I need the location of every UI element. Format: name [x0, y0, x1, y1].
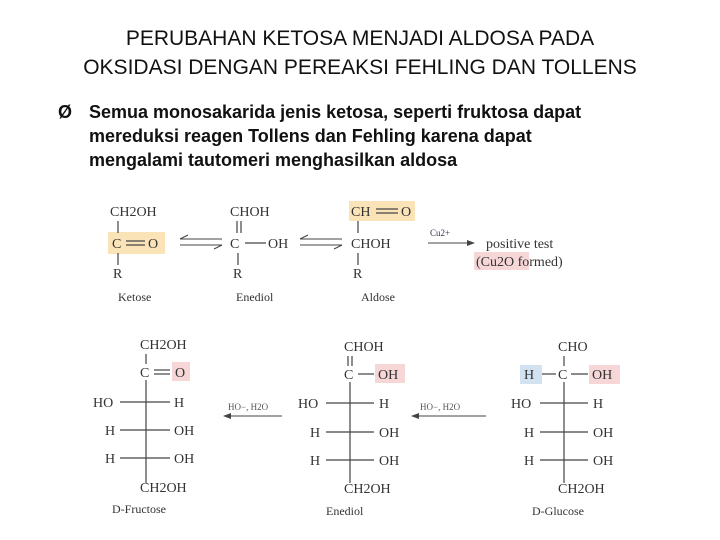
glucose-row2-right: OH: [593, 426, 614, 441]
fructose-row1-right: H: [174, 396, 185, 411]
glucose-c2-carbon: C: [558, 368, 568, 383]
glucose-top-group: CHO: [558, 340, 588, 355]
fructose-row2-right: OH: [174, 424, 195, 439]
glucose-row1-left: HO: [511, 397, 532, 412]
enediol-b-row3-right: OH: [379, 454, 400, 469]
glucose-c2-hydrogen: H: [524, 368, 535, 383]
glucose-row2-left: H: [524, 426, 535, 441]
enediol-b-row1-left: HO: [298, 397, 319, 412]
aldose-ch: CH: [351, 205, 371, 220]
aldose-structure: [349, 201, 415, 304]
enediol-r-group: R: [233, 267, 243, 282]
positive-test-result: [474, 237, 563, 270]
ketose-caption: Ketose: [118, 290, 152, 304]
positive-test-label: positive test: [486, 237, 554, 252]
glucose-row3-left: H: [524, 454, 535, 469]
enediol-b-bottom-group: CH2OH: [344, 482, 391, 497]
enediol-structure-top: [230, 205, 288, 304]
enediol-b-c2-carbon: C: [344, 368, 354, 383]
glucose-bottom-group: CH2OH: [558, 482, 605, 497]
enediol-b-row2-right: OH: [379, 426, 400, 441]
enediol-hydroxyl: OH: [268, 237, 289, 252]
fructose-row1-left: HO: [93, 396, 114, 411]
aldose-caption: Aldose: [361, 290, 395, 304]
fructose-row3-right: OH: [174, 452, 195, 467]
ketose-r-group: R: [113, 267, 123, 282]
aldose-oxygen: O: [401, 205, 412, 220]
fructose-structure: [93, 338, 194, 516]
equilibrium-arrows-2: [300, 235, 342, 249]
copper-reagent: Cu2+: [430, 228, 451, 238]
glucose-structure: [511, 340, 620, 518]
fructose-caption: D-Fructose: [112, 502, 166, 516]
title-line-1: PERUBAHAN KETOSA MENJADI ALDOSA PADA: [125, 27, 595, 50]
aldose-chohh: CHOH: [351, 237, 391, 252]
aldose-r-group: R: [353, 267, 363, 282]
glucose-row3-right: OH: [593, 454, 614, 469]
ketose-oxygen: O: [148, 237, 159, 252]
glucose-c2-hydroxyl: OH: [592, 368, 613, 383]
bullet-line-1: Semua monosakarida jenis ketosa, seperti fruktosa dapat: [89, 102, 582, 122]
enediol-structure-bottom: [298, 340, 405, 518]
enediol-b-top-group: CHOH: [344, 340, 384, 355]
enediol-b-row1-right: H: [379, 397, 390, 412]
glucose-row1-right: H: [593, 397, 604, 412]
ketose-top-group: CH2OH: [110, 205, 157, 220]
reverse-arrow-1: [224, 402, 282, 416]
condition-left: HO−, H2O: [228, 402, 269, 412]
enediol-top-group: CHOH: [230, 205, 270, 220]
bullet-line-3: mengalami tautomeri menghasilkan aldosa: [89, 150, 458, 170]
glucose-caption: D-Glucose: [532, 504, 584, 518]
enediol-b-caption: Enediol: [326, 504, 364, 518]
fructose-c2-carbon: C: [140, 366, 150, 381]
bullet-line-2: mereduksi reagen Tollens dan Fehling karena dapat: [89, 126, 532, 146]
cu2o-formed-label: (Cu2O formed): [476, 255, 563, 270]
oxidation-arrow: [428, 228, 474, 243]
condition-right: HO−, H2O: [420, 402, 461, 412]
fructose-c2-oxygen: O: [175, 366, 186, 381]
reverse-arrow-2: [412, 402, 486, 416]
enediol-caption-top: Enediol: [236, 290, 274, 304]
enediol-b-c2-hydroxyl: OH: [378, 368, 399, 383]
fructose-top-group: CH2OH: [140, 338, 187, 353]
fructose-row2-left: H: [105, 424, 116, 439]
equilibrium-arrows-1: [180, 235, 222, 249]
fructose-row3-left: H: [105, 452, 116, 467]
enediol-b-row3-left: H: [310, 454, 321, 469]
ketose-structure: [108, 205, 165, 304]
arrow-bullet-icon: Ø: [58, 102, 73, 122]
title-line-2: OKSIDASI DENGAN PEREAKSI FEHLING DAN TOLLENS: [83, 56, 637, 79]
enediol-b-row2-left: H: [310, 426, 321, 441]
enediol-carbon: C: [230, 237, 240, 252]
fructose-bottom-group: CH2OH: [140, 481, 187, 496]
ketose-carbon: C: [112, 237, 122, 252]
